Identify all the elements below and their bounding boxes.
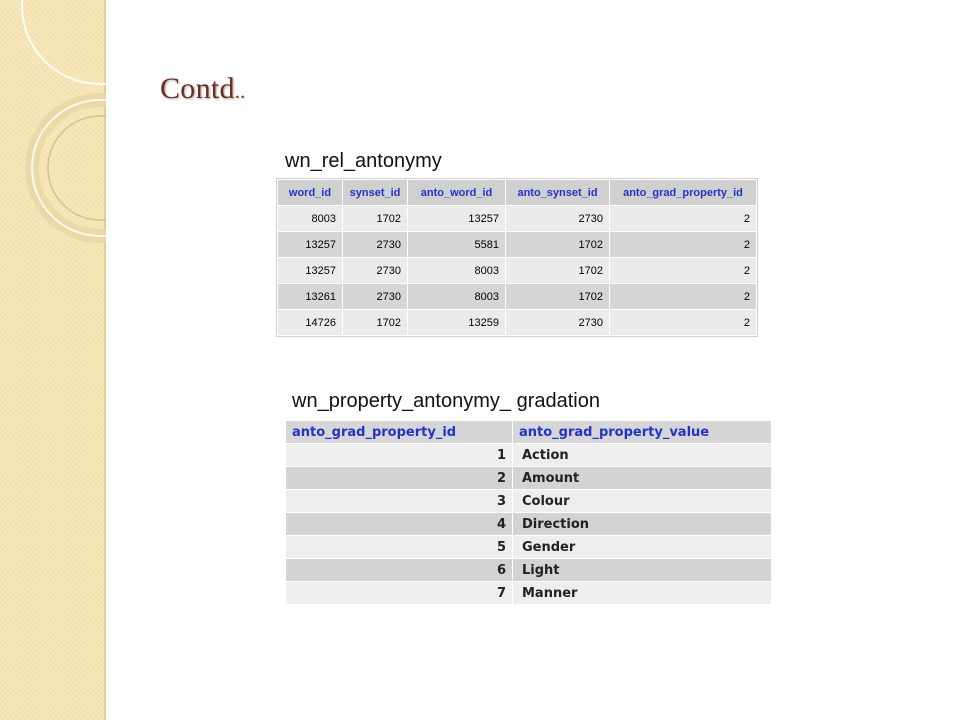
table-row: [278, 232, 756, 257]
slide-title-text: Contd: [160, 72, 235, 105]
table-row: [278, 258, 756, 283]
table-cell: 1702: [506, 258, 609, 283]
table-cell: 1702: [343, 310, 407, 335]
table-cell: 13259: [408, 310, 505, 335]
table-cell: Amount: [513, 467, 771, 489]
table-cell: 5: [286, 536, 512, 558]
table-cell: 2730: [506, 310, 609, 335]
table-cell: Gender: [513, 536, 771, 558]
table-cell: 2730: [343, 232, 407, 257]
table-cell: 7: [286, 582, 512, 604]
table-cell: 5581: [408, 232, 505, 257]
table-cell: Action: [513, 444, 771, 466]
table-cell: 8003: [408, 284, 505, 309]
table-row: [278, 206, 756, 231]
table-cell: 1: [286, 444, 512, 466]
table2-caption: wn_property_antonymy_ gradation: [292, 390, 600, 412]
table-cell: 1702: [506, 232, 609, 257]
table-row: [286, 513, 771, 535]
table-cell: 2: [286, 467, 512, 489]
antonymy-relation-table: [276, 178, 758, 337]
column-header-word-id[interactable]: word_id: [278, 180, 342, 205]
table-cell: 2: [610, 258, 756, 283]
table-row: [278, 310, 756, 335]
table-cell: 2: [610, 206, 756, 231]
table-header-row: [278, 180, 756, 205]
slide-title: [160, 72, 245, 106]
decorative-rings: [0, 0, 106, 300]
table-cell: 8003: [408, 258, 505, 283]
column-header-anto-grad-property-id[interactable]: anto_grad_property_id: [286, 421, 512, 443]
table-cell: 2: [610, 284, 756, 309]
table-cell: 13257: [278, 232, 342, 257]
table-cell: 6: [286, 559, 512, 581]
table-cell: 2: [610, 232, 756, 257]
table1-caption: wn_rel_antonymy: [285, 150, 442, 172]
table-cell: 13257: [408, 206, 505, 231]
table-row: [286, 490, 771, 512]
table-cell: 4: [286, 513, 512, 535]
table-row: [286, 444, 771, 466]
table-cell: 2730: [506, 206, 609, 231]
table-cell: 3: [286, 490, 512, 512]
column-header-anto-synset-id[interactable]: anto_synset_id: [506, 180, 609, 205]
table-cell: Direction: [513, 513, 771, 535]
table-cell: 14726: [278, 310, 342, 335]
column-header-anto-grad-property-id[interactable]: anto_grad_property_id: [610, 180, 756, 205]
slide-title-dots: ..: [234, 81, 246, 103]
table-cell: 2730: [343, 284, 407, 309]
table-cell: 2730: [343, 258, 407, 283]
column-header-anto-word-id[interactable]: anto_word_id: [408, 180, 505, 205]
property-gradation-table: [285, 420, 772, 605]
table-cell: 13257: [278, 258, 342, 283]
table-cell: Colour: [513, 490, 771, 512]
table-header-row: [286, 421, 771, 443]
table-cell: Light: [513, 559, 771, 581]
decorative-side-panel: [0, 0, 106, 720]
table-cell: Manner: [513, 582, 771, 604]
column-header-anto-grad-property-value[interactable]: anto_grad_property_value: [513, 421, 771, 443]
table-cell: 1702: [506, 284, 609, 309]
table-row: [286, 559, 771, 581]
table-cell: 2: [610, 310, 756, 335]
table-cell: 8003: [278, 206, 342, 231]
table-row: [286, 536, 771, 558]
table-row: [286, 582, 771, 604]
table-cell: 1702: [343, 206, 407, 231]
table-row: [286, 467, 771, 489]
column-header-synset-id[interactable]: synset_id: [343, 180, 407, 205]
table-row: [278, 284, 756, 309]
table-cell: 13261: [278, 284, 342, 309]
